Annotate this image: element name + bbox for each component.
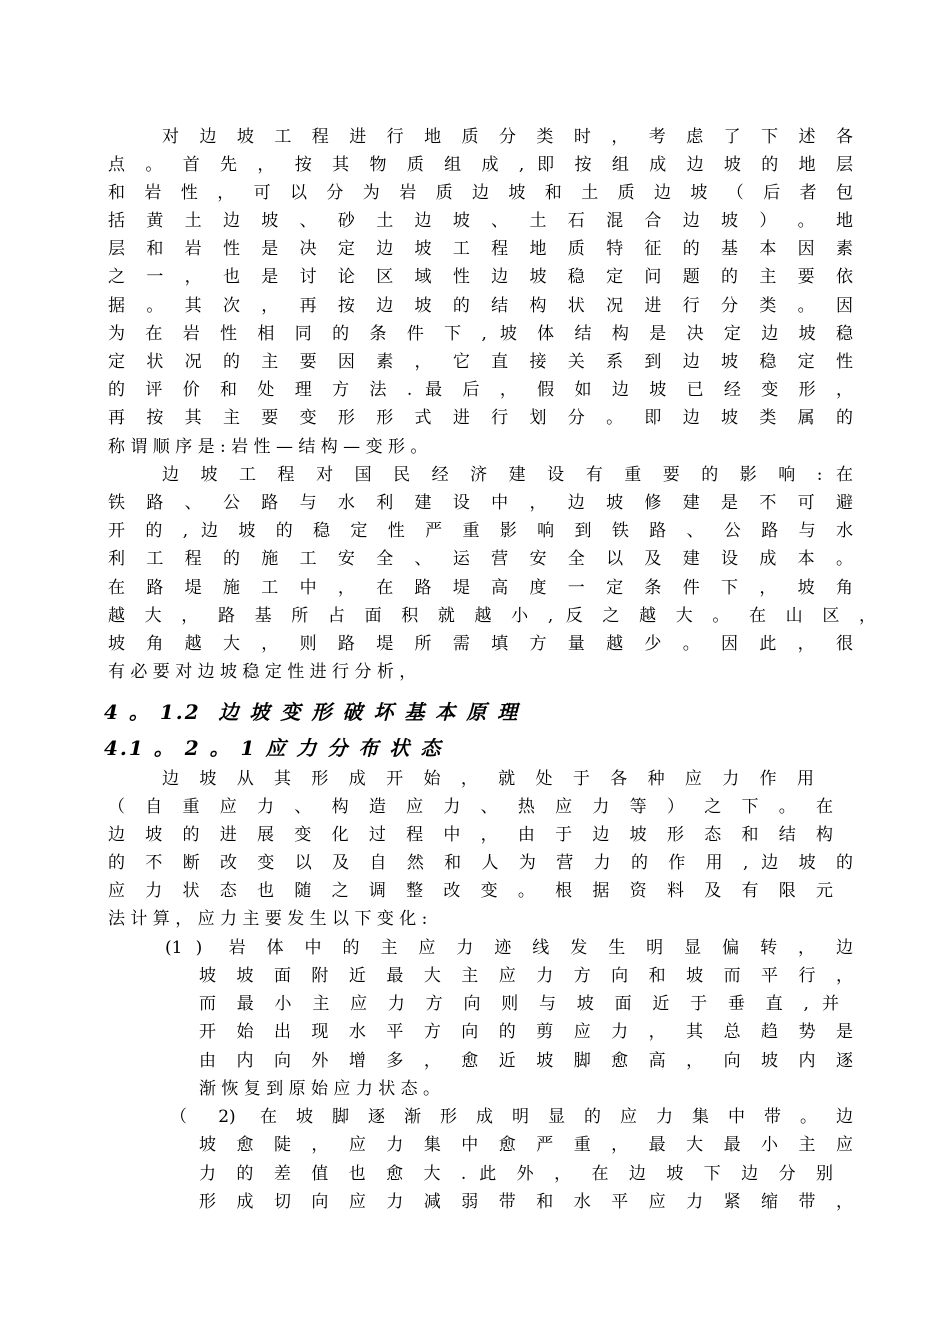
- paragraph-line: 在 路 堤 施 工 中 ， 在 路 堤 高 度 一 定 条 件 下 ， 坡 角: [108, 578, 853, 598]
- paragraph-line: 点 。 首 先 ， 按 其 物 质 组 成 , 即 按 组 成 边 坡 的 地 层: [108, 155, 853, 175]
- paragraph-line: 据 。 其 次 ， 再 按 边 坡 的 结 构 状 况 进 行 分 类 。 因: [108, 296, 853, 316]
- list-item-line: 坡 愈 陡 ， 应 力 集 中 愈 严 重 ， 最 大 最 小 主 应: [199, 1135, 853, 1155]
- paragraph-line: 对 边 坡 工 程 进 行 地 质 分 类 时 ， 考 虑 了 下 述 各: [162, 127, 853, 147]
- paragraph-line: 利 工 程 的 施 工 安 全 、 运 营 安 全 以 及 建 设 成 本 。: [108, 549, 853, 569]
- list-item-line: （ 2) 在 坡 脚 逐 渐 形 成 明 显 的 应 力 集 中 带 。 边: [170, 1107, 853, 1127]
- list-item-line: 力 的 差 值 也 愈 大 . 此 外 ， 在 边 坡 下 边 分 别: [199, 1164, 833, 1184]
- paragraph-line: 和 岩 性 ， 可 以 分 为 岩 质 边 坡 和 土 质 边 坡 （ 后 者 包: [108, 183, 853, 203]
- paragraph-line: 坡 角 越 大 ， 则 路 堤 所 需 填 方 量 越 少 。 因 此 ， 很: [108, 634, 853, 654]
- paragraph-line: 再 按 其 主 要 变 形 形 式 进 行 划 分 。 即 边 坡 类 属 的: [108, 408, 853, 428]
- list-item-line: 渐 恢 复 到 原 始 应 力 状 态 。: [199, 1079, 441, 1099]
- paragraph-line: 开 的 , 边 坡 的 稳 定 性 严 重 影 响 到 铁 路 、 公 路 与 水: [108, 521, 853, 541]
- paragraph-line: 的 评 价 和 处 理 方 法 . 最 后 ， 假 如 边 坡 已 经 变 形 ，: [108, 380, 853, 400]
- paragraph-line: 边 坡 工 程 对 国 民 经 济 建 设 有 重 要 的 影 响 : 在: [162, 465, 853, 485]
- paragraph-line: 应 力 状 态 也 随 之 调 整 改 变 。 根 据 资 料 及 有 限 元: [108, 881, 833, 901]
- paragraph-line: 法 计 算 ， 应 力 主 要 发 生 以 下 变 化 :: [108, 909, 428, 929]
- paragraph-line: 定 状 况 的 主 要 因 素 ， 它 直 接 关 系 到 边 坡 稳 定 性: [108, 352, 853, 372]
- paragraph-line: 铁 路 、 公 路 与 水 利 建 设 中 ， 边 坡 修 建 是 不 可 避: [108, 493, 853, 513]
- list-item-line: 坡 坡 面 附 近 最 大 主 应 力 方 向 和 坡 而 平 行 ，: [199, 966, 853, 986]
- subsection-heading: 4.1 。 2 。 1 应 力 分 布 状 态: [104, 736, 443, 760]
- paragraph-line: 有 必 要 对 边 坡 稳 定 性 进 行 分 析 ，: [108, 662, 417, 682]
- list-item-line: 开 始 出 现 水 平 方 向 的 剪 应 力 ， 其 总 趋 势 是: [199, 1022, 853, 1042]
- paragraph-line: 之 一 ， 也 是 讨 论 区 域 性 边 坡 稳 定 问 题 的 主 要 依: [108, 267, 853, 287]
- section-heading: 4 。 1.2 边 坡 变 形 破 坏 基 本 原 理: [104, 700, 520, 724]
- paragraph-line: 越 大 ， 路 基 所 占 面 积 就 越 小 , 反 之 越 大 。 在 山 区 ，: [108, 606, 876, 626]
- paragraph-line: 边 坡 从 其 形 成 开 始 ， 就 处 于 各 种 应 力 作 用: [162, 769, 814, 789]
- paragraph-line: （ 自 重 应 力 、 构 造 应 力 、 热 应 力 等 ） 之 下 。 在: [108, 797, 833, 817]
- paragraph-line: 的 不 断 改 变 以 及 自 然 和 人 为 营 力 的 作 用 , 边 坡 的: [108, 853, 853, 873]
- paragraph-line: 层 和 岩 性 是 决 定 边 坡 工 程 地 质 特 征 的 基 本 因 素: [108, 239, 853, 259]
- list-item-line: 而 最 小 主 应 力 方 向 则 与 坡 面 近 于 垂 直 , 并: [199, 994, 839, 1014]
- paragraph-line: 为 在 岩 性 相 同 的 条 件 下 , 坡 体 结 构 是 决 定 边 坡 稳: [108, 324, 853, 344]
- paragraph-line: 边 坡 的 进 展 变 化 过 程 中 ， 由 于 边 坡 形 态 和 结 构: [108, 825, 833, 845]
- paragraph-line: 括 黄 土 边 坡 、 砂 土 边 坡 、 土 石 混 合 边 坡 ） 。 地: [108, 211, 853, 231]
- list-item-line: 由 内 向 外 增 多 ， 愈 近 坡 脚 愈 高 ， 向 坡 内 逐: [199, 1051, 853, 1071]
- paragraph-line: 称 谓 顺 序 是 : 岩 性 — 结 构 — 变 形 。: [108, 437, 428, 457]
- list-item-line: (1 ) 岩 体 中 的 主 应 力 迹 线 发 生 明 显 偏 转 ， 边: [165, 938, 853, 958]
- list-item-line: 形 成 切 向 应 力 减 弱 带 和 水 平 应 力 紧 缩 带 ，: [199, 1192, 853, 1212]
